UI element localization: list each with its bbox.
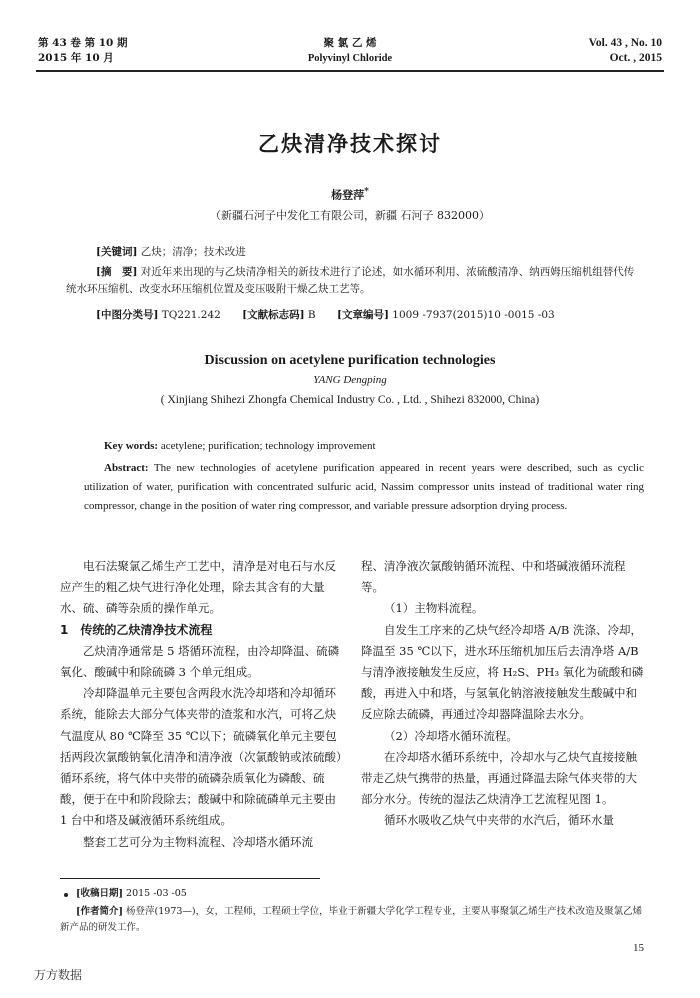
abstract-label: [摘 要] xyxy=(96,266,138,278)
publication-date-en: Oct. , 2015 xyxy=(609,52,662,64)
article-title-cn: 乙炔清净技术探讨 xyxy=(258,131,442,156)
volume-issue-en: Vol. 43 , No. 10 xyxy=(588,37,662,49)
body-column-left xyxy=(60,556,343,853)
doc-code-value: B xyxy=(304,309,316,321)
author-mark: * xyxy=(364,186,369,197)
article-id-value: 1009 -7937(2015)10 -0015 -03 xyxy=(388,309,555,321)
keywords-text: 乙炔；清净；技术改进 xyxy=(137,246,246,258)
keywords-en-text: acetylene; purification; technology improvement xyxy=(158,440,376,452)
article-title-en: Discussion on acetylene purification technologies xyxy=(204,353,496,368)
abstract-en-text: The new technologies of acetylene purification appeared in recent years were described, such as cyclic utilization of water, purification with concentrated sulfuric acid, Nassim compressor units instead of traditional water ring compressor, change in the position of water ring compressor, and variable pressure adsorption drying process. xyxy=(84,462,644,512)
volume-issue: 第 43 卷 第 10 期 xyxy=(38,37,128,49)
affiliation-en: ( Xinjiang Shihezi Zhongfa Chemical Industry Co. , Ltd. , Shihezi 832000, China) xyxy=(160,394,540,406)
author-bio xyxy=(60,904,644,936)
watermark-text: 万方数据 xyxy=(34,968,83,982)
author-en: YANG Dengping xyxy=(313,374,387,386)
body-paragraph: 冷却降温单元主要包含两段水洗冷却塔和冷却循环系统，能除去大部分气体夹带的渣浆和水汽，可将乙炔气温度从 80 ℃降至 35 ℃以下；硫磷氧化单元主要包括两段次氯酸钠氧化清净和清净液（次氯酸钠或浓硫酸）循环系统，将气体中夹带的硫磷杂质氧化为磷酸、硫酸，便于在中和阶段除去；酸碱中和除硫磷单元主要由 1 台中和塔及碱液循环系统组成。 xyxy=(60,686,342,828)
keywords-cn xyxy=(96,244,636,261)
received-label: [收稿日期] xyxy=(76,888,123,899)
affiliation-cn: （新疆石河子中发化工有限公司，新疆 石河子 832000） xyxy=(210,209,490,222)
body-paragraph: 在冷却塔水循环系统中，冷却水与乙炔气直接接触带走乙炔气携带的热量，再通过降温去除气体夹带的大部分水分。传统的湿法乙炔清净工艺流程见图 1。 xyxy=(361,749,637,807)
keywords-en xyxy=(104,437,644,456)
body-paragraph: 整套工艺可分为主物料流程、冷却塔水循环流 xyxy=(83,834,313,849)
footnote-rule xyxy=(60,878,320,879)
journal-name-en: Polyvinyl Chloride xyxy=(307,53,393,64)
received-value: 2015 -03 -05 xyxy=(123,888,187,899)
article-id-label: [文章编号] xyxy=(337,309,389,321)
section-heading: 1 传统的乙炔清净技术流程 xyxy=(60,622,213,637)
author-name: 杨登萍 xyxy=(331,188,365,202)
bullet-dot xyxy=(64,893,68,897)
body-paragraph: 乙炔清净通常是 5 塔循环流程，由冷却降温、硫磷氧化、酸碱中和除硫磷 3 个单元组成。 xyxy=(60,643,340,680)
publication-date: 2015 年 10 月 xyxy=(38,52,114,64)
abstract-cn xyxy=(66,264,636,298)
body-column-right xyxy=(361,556,644,832)
doc-code-label: [文献标志码] xyxy=(242,309,305,321)
header-rule xyxy=(36,70,664,72)
author-cn xyxy=(0,186,700,203)
clc-value: TQ221.242 xyxy=(158,309,221,321)
abstract-en xyxy=(84,459,644,516)
classification-line xyxy=(96,307,656,324)
bio-text: 杨登萍(1973—)，女，工程师，工程硕士学位，毕业于新疆大学化学工程专业，主要从事聚氯乙烯生产技术改造及聚氯乙烯新产品的研发工作。 xyxy=(60,906,643,933)
subsection-heading: （1）主物料流程。 xyxy=(384,601,484,616)
page-number: 15 xyxy=(633,942,644,954)
abstract-en-label: Abstract: xyxy=(104,462,149,474)
keywords-en-label: Key words: xyxy=(104,440,159,452)
keywords-label: [关键词] xyxy=(96,246,138,258)
subsection-heading: （2）冷却塔水循环流程。 xyxy=(384,728,518,743)
received-date xyxy=(76,886,187,902)
body-paragraph: 程、清净液次氯酸钠循环流程、中和塔碱液循环流程等。 xyxy=(361,559,626,595)
journal-issue-en xyxy=(589,36,662,66)
journal-name-cn: 聚 氯 乙 烯 xyxy=(323,37,377,49)
abstract-text: 对近年来出现的与乙炔清净相关的新技术进行了论述，如水循环利用、浓硫酸清净、纳西姆压缩机组替代传统水环压缩机、改变水环压缩机位置及变压吸附干燥乙炔工艺等。 xyxy=(66,266,635,295)
bio-label: [作者简介] xyxy=(76,906,123,917)
body-paragraph: 自发生工序来的乙炔气经冷却塔 A/B 洗涤、冷却，降温至 35 ℃以下，进水环压缩机加压后去清净塔 A/B 与清净液接触发生反应，将 H₂S、PH₃ 氧化为硫酸和磷酸，再进入中和塔，与氢氧化钠溶液接触发生酸碱中和反应除去硫磷，再通过冷却器降温除去水分。 xyxy=(361,622,644,722)
clc-label: [中图分类号] xyxy=(96,309,159,321)
body-paragraph: 循环水吸收乙炔气中夹带的水汽后，循环水量 xyxy=(384,813,614,828)
body-paragraph: 电石法聚氯乙烯生产工艺中，清净是对电石与水反应产生的粗乙炔气进行净化处理，除去其含有的大量水、硫、磷等杂质的操作单元。 xyxy=(60,559,336,616)
